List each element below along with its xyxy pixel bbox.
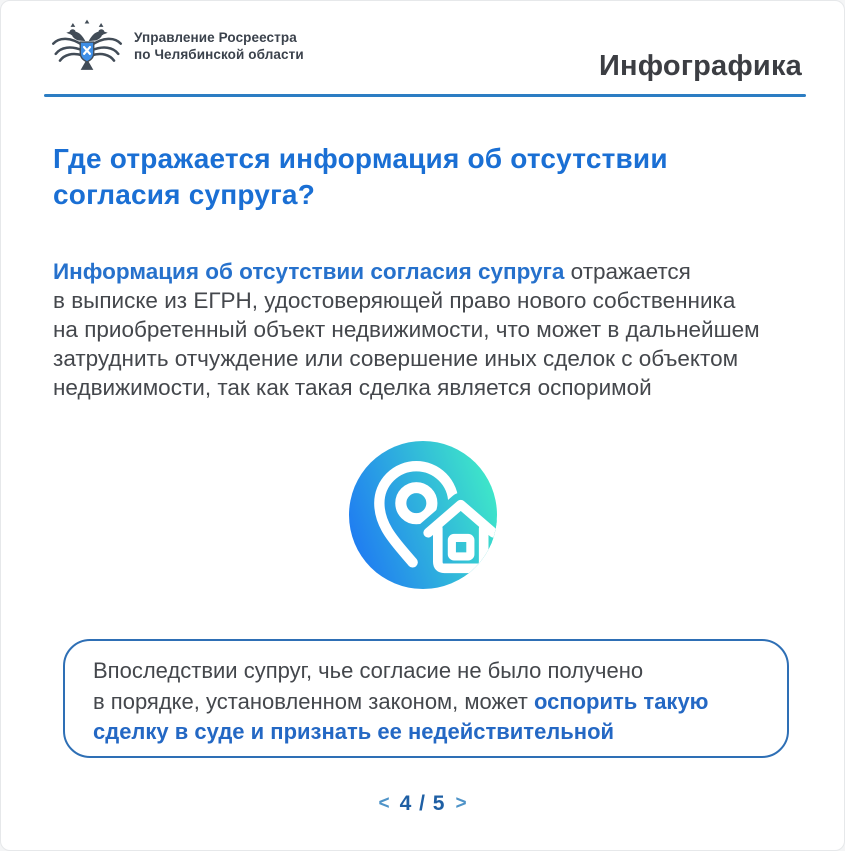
question-heading-line1: Где отражается информация об отсутствии bbox=[53, 143, 668, 174]
question-heading bbox=[53, 141, 804, 213]
org-name-line1: Управление Росреестра bbox=[134, 30, 297, 45]
pagination bbox=[1, 792, 844, 816]
callout-line2-bold: оспорить такую bbox=[533, 688, 709, 714]
next-page-arrow[interactable]: > bbox=[455, 793, 467, 814]
prev-page-arrow[interactable]: < bbox=[378, 793, 390, 814]
rosreestr-logo bbox=[49, 15, 304, 91]
body-paragraph bbox=[53, 257, 804, 402]
callout-line2-normal: в порядке, установленном законом, может bbox=[93, 688, 534, 714]
location-pin-house-icon bbox=[349, 441, 497, 589]
illustration-row bbox=[1, 441, 844, 589]
page-indicator: 4 / 5 bbox=[399, 792, 446, 815]
header bbox=[1, 1, 844, 91]
org-name-line2: по Челябинской области bbox=[134, 47, 304, 62]
org-name bbox=[134, 29, 304, 77]
callout-line1: Впоследствии супруг, чье согласие не было получено bbox=[93, 658, 644, 683]
callout-box bbox=[63, 639, 789, 758]
page-title: Инфографика bbox=[598, 50, 802, 82]
body-paragraph-line1 bbox=[53, 257, 804, 286]
paragraph-lead-rest: отражается bbox=[564, 259, 691, 284]
paragraph-lead-bold: Информация об отсутствии согласия супруга bbox=[53, 259, 565, 284]
callout-line2 bbox=[93, 687, 767, 718]
header-divider bbox=[44, 94, 806, 97]
body-paragraph-line2: в выписке из ЕГРН, удостоверяющей право нового собственника bbox=[53, 288, 736, 313]
callout-line3-bold: сделку в суде и признать ее недействительной bbox=[93, 719, 615, 744]
body-paragraph-line5: недвижимости, так как такая сделка является оспоримой bbox=[53, 375, 652, 400]
double-headed-eagle-icon bbox=[49, 15, 125, 91]
question-heading-line2: согласия супруга? bbox=[53, 179, 316, 210]
body-paragraph-line4: затруднить отчуждение или совершение иных сделок с объектом bbox=[53, 346, 739, 371]
body-paragraph-line3: на приобретенный объект недвижимости, что может в дальнейшем bbox=[53, 317, 760, 342]
